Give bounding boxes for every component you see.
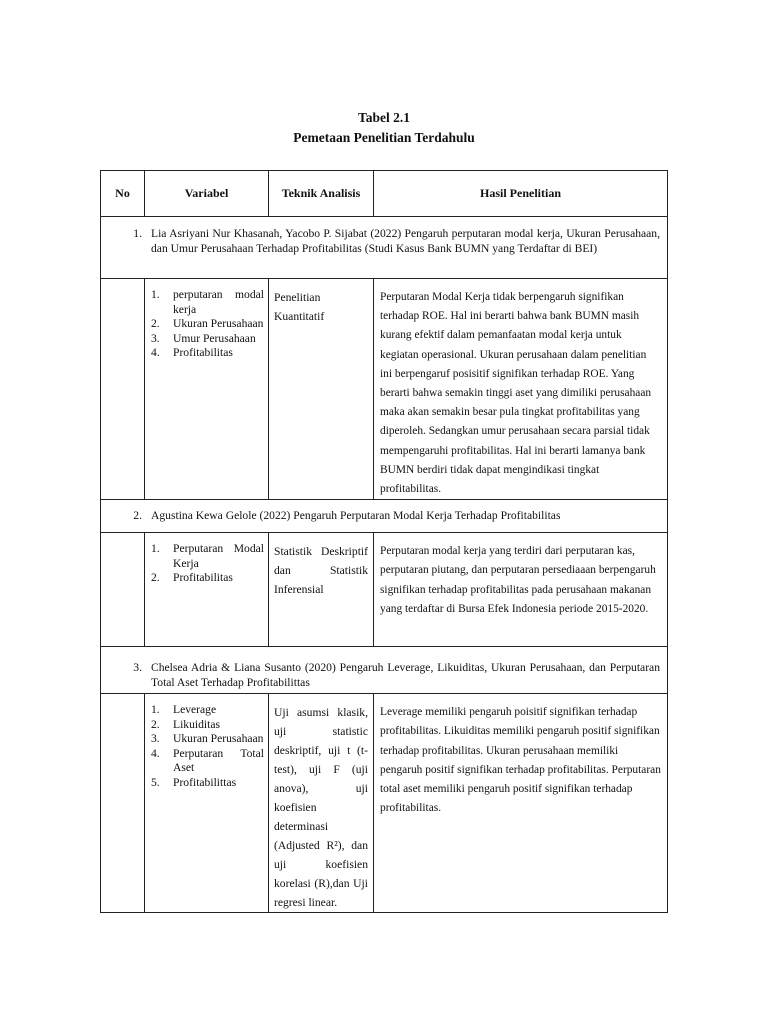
list-item: 4. Profitabilitas <box>151 346 233 359</box>
list-item: 3. Umur Perusahaan <box>151 331 256 345</box>
header-teknik-analisis: Teknik Analisis <box>269 171 374 217</box>
variable-list <box>145 694 268 790</box>
list-item: 3. Ukuran Perusahaan <box>151 732 264 746</box>
variables-cell <box>145 533 269 647</box>
reference-cell <box>101 500 668 533</box>
table-caption-subtitle: Pemetaan Penelitian Terdahulu <box>293 130 475 145</box>
list-item: 1. Leverage <box>151 703 217 717</box>
list-item: 1. perputaran modal kerja <box>151 288 264 316</box>
research-mapping-table <box>100 170 668 913</box>
variables-cell <box>145 694 269 913</box>
empty-no-cell <box>101 279 145 500</box>
empty-no-cell <box>101 533 145 647</box>
detail-row <box>101 279 668 500</box>
header-hasil-penelitian: Hasil Penelitian <box>374 171 668 217</box>
variable-list <box>145 279 268 361</box>
reference-text: Chelsea Adria & Liana Susanto (2020) Pengaruh Leverage, Likuiditas, Ukuran Perusahaan, dan Perputaran Total Aset Terhadap Profitabilittas <box>151 661 660 689</box>
detail-row <box>101 694 668 913</box>
reference-number: 3. <box>133 661 142 675</box>
reference-text: Lia Asriyani Nur Khasanah, Yacobo P. Sijabat (2022) Pengaruh perputaran modal kerja, Ukuran Perusahaan, dan Umur Perusahaan Terhadap Profitabilitas (Studi Kasus Bank BUMN yang Terdaftar di BEI) <box>151 227 660 255</box>
result-text: Perputaran Modal Kerja tidak berpengaruh signifikan terhadap ROE. Hal ini berarti bahwa bank BUMN masih kurang efektif dalam pemanfaatan modal kerja untuk kegiatan operasional. Ukuran perusahaan dalam penelitian ini berpengaruf posisitif signifikan terhadap ROE. Yang berarti bahwa semakin tinggi aset yang dimiliki perusahaan maka akan semakin besar pula tingkat profitabilitas yang diperoleh. Sedangkan umur perusahaan secara parsial tidak mempengaruhi profitabilitas. Hal ini berarti lamanya bank BUMN berdiri tidak dapat mengindikasi tingkat profitabilitas. <box>380 291 652 496</box>
variables-cell <box>145 279 269 500</box>
reference-row <box>101 500 668 533</box>
detail-row <box>101 533 668 647</box>
list-item: 2. Ukuran Perusahaan <box>151 317 264 330</box>
technique-text: Statistik Deskriptif dan Statistik Inferensial <box>274 545 368 597</box>
header-no: No <box>101 171 145 217</box>
technique-cell <box>269 279 374 500</box>
empty-no-cell <box>101 694 145 913</box>
reference-cell <box>101 217 668 279</box>
table-caption-title: Tabel 2.1 <box>357 110 411 125</box>
result-text: Leverage memiliki pengaruh poisitif signifikan terhadap profitabilitas. Likuiditas memiliki pengaruh positif signifikan terhadap profitabilitas. Ukuran perusahaan memiliki pengaruh positif signifikan terhadap profitabilitas. Perputaran total aset memiliki pengaruh positif signifikan terhadap profitabilitas. <box>380 706 661 815</box>
list-item: 5. Profitabilittas <box>151 775 237 789</box>
list-item: 4. Perputaran Total Aset <box>151 746 264 775</box>
technique-cell <box>269 533 374 647</box>
result-cell <box>374 279 668 500</box>
reference-number: 1. <box>133 227 142 240</box>
result-text: Perputaran modal kerja yang terdiri dari perputaran kas, perputaran piutang, dan perputaran persediaaan berpengaruh signifikan terhadap profitabilitas pada perusahaan makanan yang terdaftar di Bursa Efek Indonesia periode 2015-2020. <box>380 545 656 615</box>
table-header-row <box>101 171 668 217</box>
technique-text: Uji asumsi klasik, uji statistic deskriptif, uji t (t-test), uji F (uji anova), uji koefisien determinasi (Adjusted R²), dan uji koefisien korelasi (R),dan Uji regresi linear. <box>274 706 368 910</box>
variable-list <box>145 533 268 586</box>
reference-number: 2. <box>133 509 142 523</box>
reference-cell <box>101 647 668 694</box>
result-cell <box>374 533 668 647</box>
header-variabel: Variabel <box>145 171 269 217</box>
technique-cell <box>269 694 374 913</box>
list-item: 2. Profitabilitas <box>151 571 233 585</box>
reference-text: Agustina Kewa Gelole (2022) Pengaruh Perputaran Modal Kerja Terhadap Profitabilitas <box>151 509 561 523</box>
reference-row <box>101 647 668 694</box>
list-item: 2. Likuiditas <box>151 717 221 731</box>
reference-row <box>101 217 668 279</box>
list-item: 1. Perputaran Modal Kerja <box>151 542 264 570</box>
technique-text: Penelitian Kuantitatif <box>274 291 325 323</box>
result-cell <box>374 694 668 913</box>
